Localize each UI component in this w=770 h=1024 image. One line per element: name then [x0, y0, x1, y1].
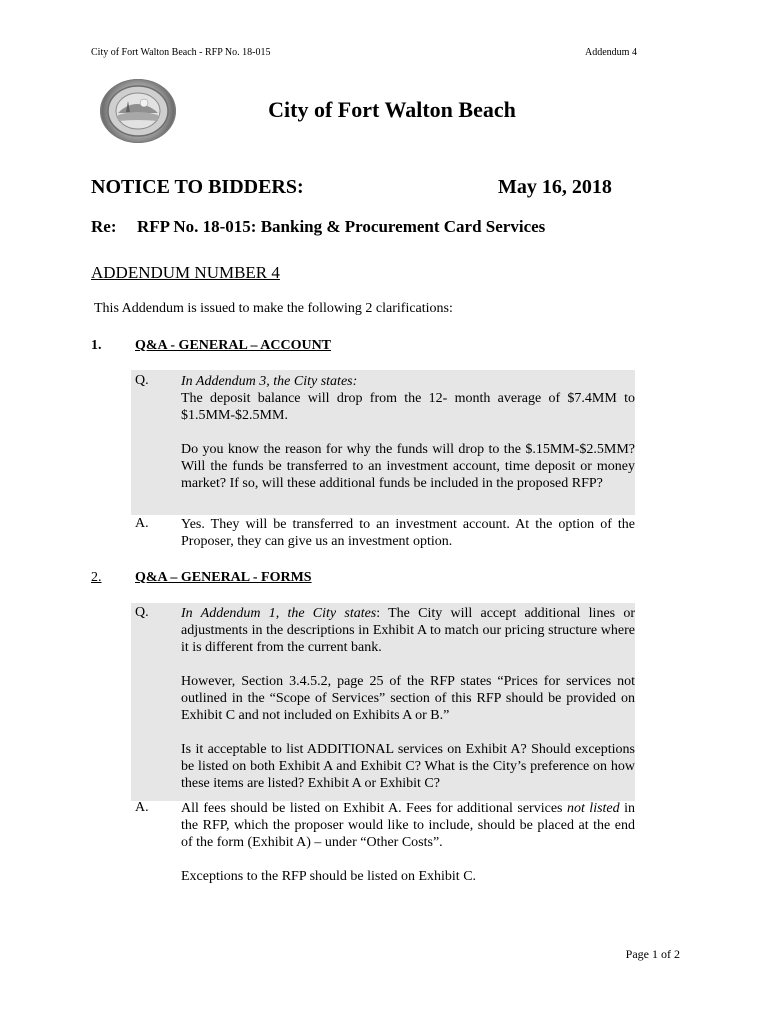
section-1-answer [181, 516, 635, 550]
section-2-a-label: A. [135, 800, 149, 815]
section-2-answer-p2: Exceptions to the RFP should be listed on Exhibit C. [181, 869, 477, 884]
intro-text: This Addendum is issued to make the following 2 clarifications: [94, 301, 453, 316]
section-2-answer-p1-italic: not listed [566, 801, 620, 816]
section-2-q-label: Q. [135, 605, 149, 620]
re-subject: RFP No. 18-015: Banking & Procurement Card Services [137, 217, 546, 236]
section-1-a-label: A. [135, 516, 149, 531]
notice-date: May 16, 2018 [498, 176, 612, 198]
page-number: Page 1 of 2 [625, 947, 680, 961]
section-2-question [181, 605, 635, 792]
section-1-q-label: Q. [135, 373, 149, 388]
section-2-question-p3: Is it acceptable to list ADDITIONAL services on Exhibit A? Should exceptions be listed on both Exhibit A and Exhibit C? What is the City’s preference on how these items are listed? Exhibit A or Exhibit C? [181, 742, 635, 791]
section-2-question-lead: In Addendum 1, the City states [181, 606, 377, 621]
section-1-question-p1: The deposit balance will drop from the 12- month average of $7.4MM to $1.5MM-$2.5MM. [181, 391, 635, 423]
addendum-heading: ADDENDUM NUMBER 4 [91, 263, 280, 282]
section-2-title: Q&A – GENERAL - FORMS [135, 570, 312, 585]
section-2-answer-p1-end: in the RFP, which the proposer would like to include, should be placed at the end of the form (Exhibit A) – under “Other Costs”. [181, 801, 635, 850]
section-1-number: 1. [91, 338, 102, 353]
page-title: City of Fort Walton Beach [268, 97, 516, 122]
section-2-question-p2: However, Section 3.4.5.2, page 25 of the RFP states “Prices for services not outlined in the “Scope of Services” section of this RFP should be provided on Exhibit C and not included on Exhibits A or B.” [181, 674, 635, 723]
section-1-question [181, 373, 635, 492]
section-2-answer-p1-start: All fees should be listed on Exhibit A. Fees for additional services [181, 801, 567, 816]
notice-heading: NOTICE TO BIDDERS: [91, 176, 304, 198]
re-label: Re: [91, 217, 117, 236]
section-1-answer-p1: Yes. They will be transferred to an investment account. At the option of the Proposer, they can give us an investment option. [181, 517, 635, 549]
section-2-question-p1: : The City will accept additional lines or adjustments in the descriptions in Exhibit A to match our pricing structure where it is different from the current bank. [181, 606, 636, 655]
section-1-question-p2: Do you know the reason for why the funds will drop to the $.15MM-$2.5MM? Will the funds be transferred to an investment account, time deposit or money market? If so, will these additional funds be included in the proposed RFP? [181, 442, 635, 491]
section-2-answer [181, 800, 635, 885]
section-1-title: Q&A - GENERAL – ACCOUNT [135, 338, 332, 353]
section-1-question-lead: In Addendum 3, the City states: [181, 374, 358, 389]
header-right: Addendum 4 [585, 47, 637, 58]
section-2-number: 2. [91, 570, 102, 585]
header-left: City of Fort Walton Beach - RFP No. 18-015 [91, 47, 271, 58]
